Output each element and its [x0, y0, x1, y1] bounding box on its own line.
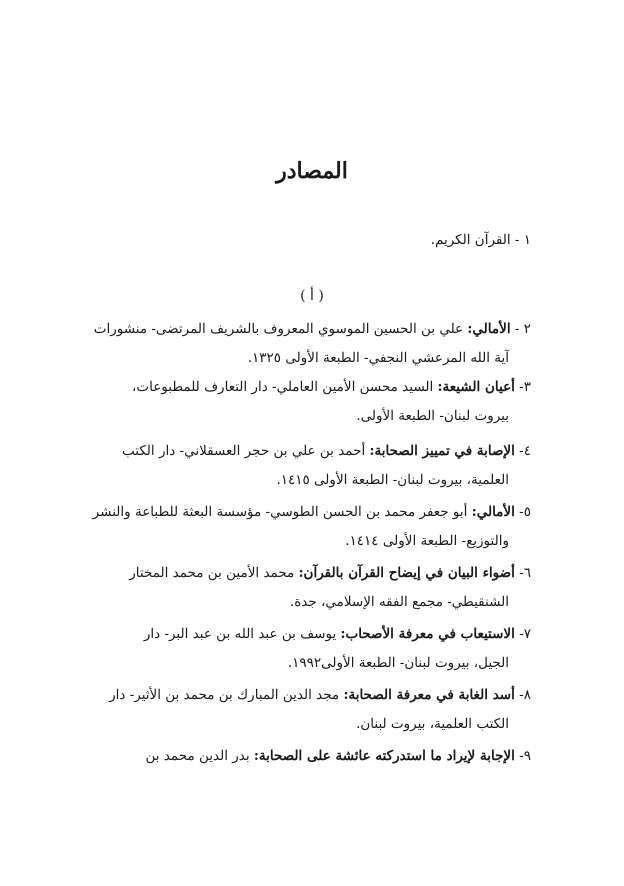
reference-entry	[91, 498, 531, 556]
entry-title: أسد الغابة في معرفة الصحابة:	[343, 687, 515, 703]
reference-entry	[91, 437, 531, 495]
entry-number: ٥-	[519, 504, 531, 520]
entry-text: أحمد بن علي بن حجر العسقلاني- دار الكتب	[122, 443, 366, 459]
entry-number: ٤-	[519, 443, 531, 459]
entry-number: ٧-	[519, 626, 531, 642]
entry-continuation: آية الله المرعشي النجفي- الطبعة الأولى ١٣٢٥.	[247, 350, 509, 366]
entry-title: أضواء البيان في إيضاح القرآن بالقرآن:	[298, 565, 515, 581]
page-title: المصادر	[276, 158, 348, 184]
entry-title: الأمالي:	[471, 504, 515, 520]
reference-entry	[91, 742, 531, 771]
entry-continuation: الجيل، بيروت لبنان- الطبعة الأولى١٩٩٢.	[287, 655, 509, 671]
entry-number: ٩-	[519, 748, 531, 764]
entry-text: أبو جعفر محمد بن الحسن الطوسي- مؤسسة البعثة للطباعة والنشر	[92, 504, 468, 520]
entry-continuation: والتوزيع- الطبعة الأولى ١٤١٤.	[345, 533, 509, 549]
entry-continuation: الكتب العلمية، بيروت لبنان.	[356, 716, 509, 732]
entry-text: علي بن الحسين الموسوي المعروف بالشريف المرتضى- منشورات	[93, 321, 464, 337]
section-letter: ( أ )	[300, 288, 324, 304]
entry-text: السيد محسن الأمين العاملي- دار التعارف للمطبوعات،	[132, 379, 434, 395]
entry-continuation: العلمية، بيروت لبنان- الطبعة الأولى ١٤١٥.	[276, 472, 509, 488]
entry-text: مجد الدين المبارك بن محمد بن الأثير- دار	[109, 687, 340, 703]
reference-entry	[91, 315, 531, 373]
reference-entry	[91, 373, 531, 431]
entry-title: أعيان الشيعة:	[437, 379, 515, 395]
reference-entry	[91, 620, 531, 678]
reference-entry	[91, 559, 531, 617]
entry-number: ٦-	[519, 565, 531, 581]
entry-text: محمد الأمين بن محمد المختار	[129, 565, 295, 581]
entry-continuation: بيروت لبنان- الطبعة الأولى.	[356, 408, 509, 424]
entry-number: ٨-	[519, 687, 531, 703]
entry-number: ٣-	[519, 379, 531, 395]
entry-title: الأمالي:	[467, 321, 511, 337]
entry-number: ٢ -	[514, 321, 531, 337]
entry-continuation: الشنقيطي- مجمع الفقه الإسلامي، جدة.	[289, 594, 509, 610]
reference-text: ١ - القرآن الكريم.	[430, 232, 531, 248]
reference-entry-1	[91, 226, 531, 255]
entry-text: بدر الدين محمد بن	[145, 748, 250, 764]
entry-title: الإجابة لإيراد ما استدركته عائشة على الصحابة:	[253, 748, 515, 764]
entry-text: يوسف بن عبد الله بن عبد البر- دار	[143, 626, 337, 642]
entry-title: الاستيعاب في معرفة الأصحاب:	[340, 626, 515, 642]
entry-title: الإصابة في تمييز الصحابة:	[369, 443, 515, 459]
reference-entry	[91, 681, 531, 739]
